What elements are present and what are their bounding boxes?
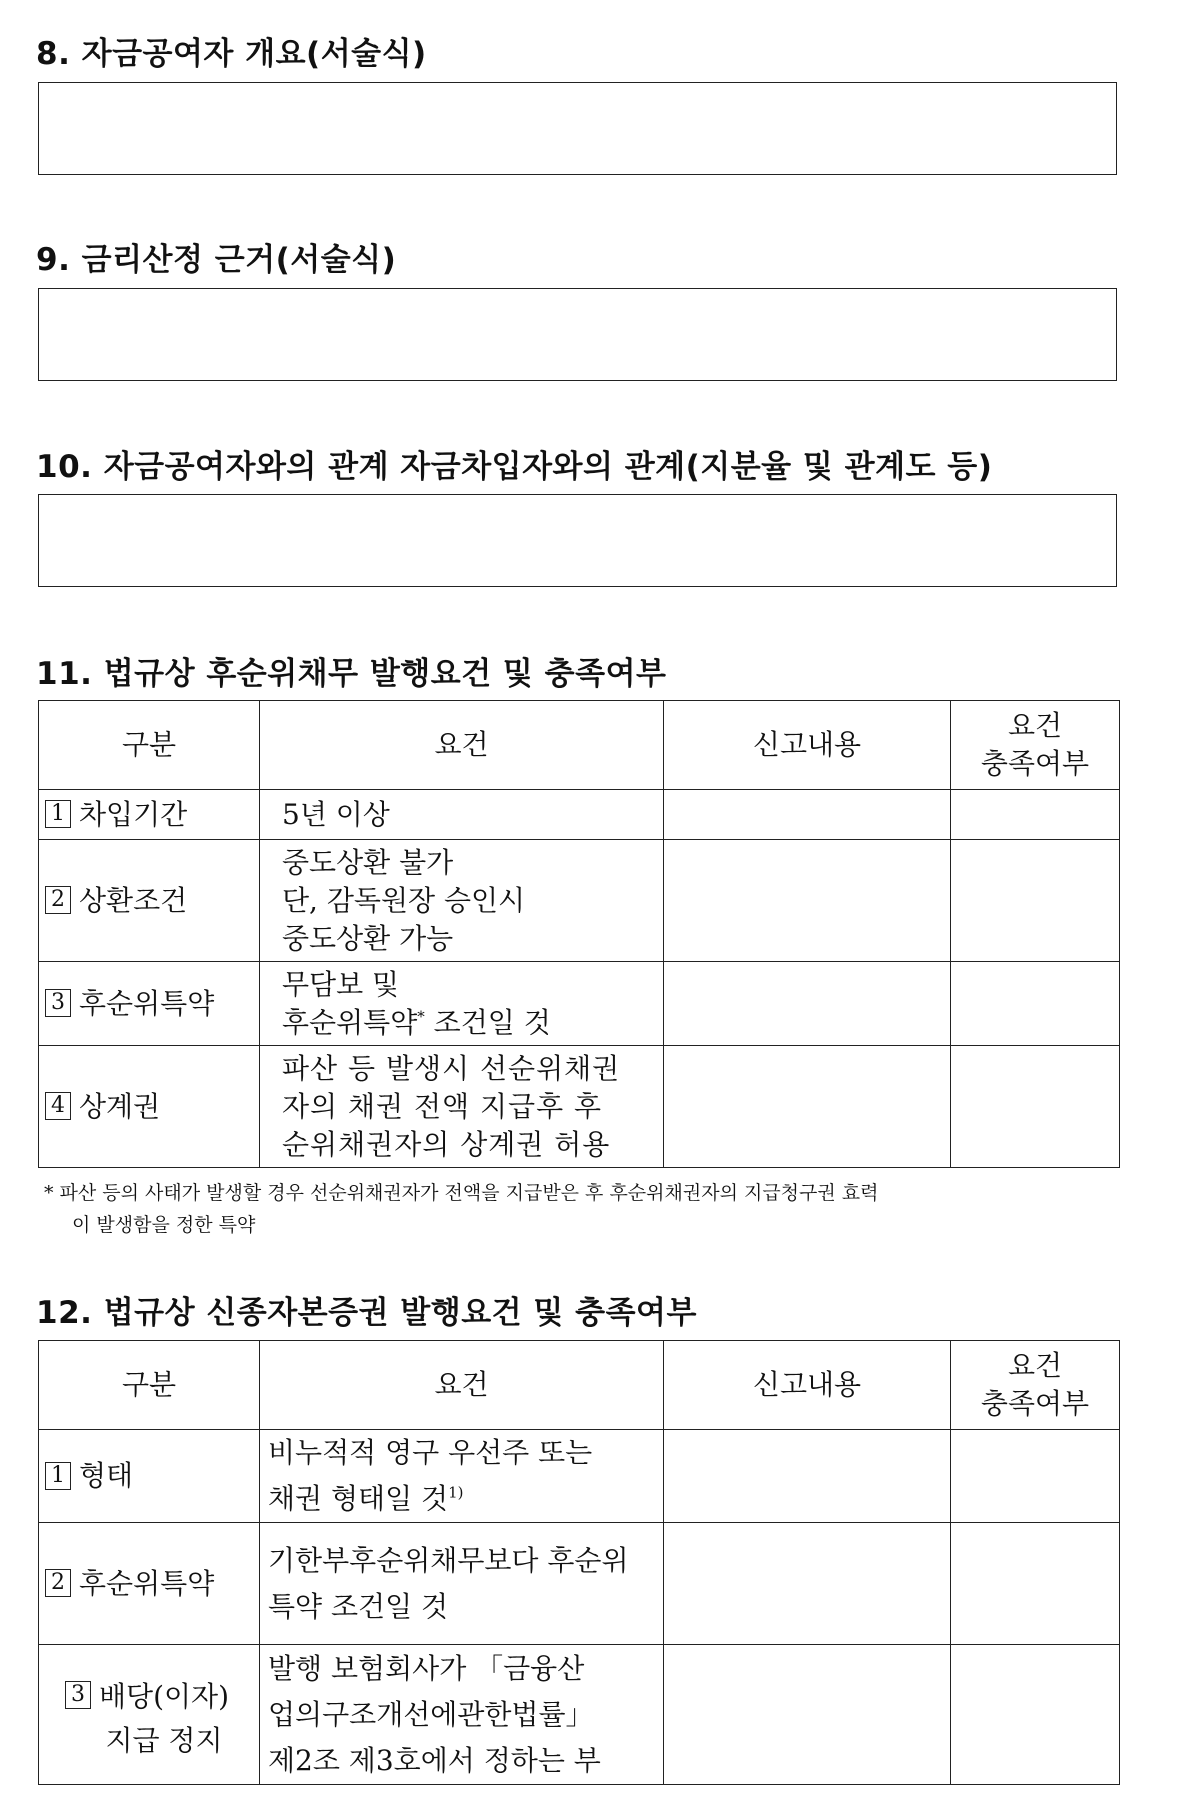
row-requirement: 발행 보험회사가 「금융산 업의구조개선에관한법률」 제2조 제3호에서 정하는 부 [260,1645,664,1785]
row-met-input[interactable] [951,1523,1120,1645]
header-category: 구분 [39,1341,260,1430]
row-label: 후순위특약 [79,1566,215,1600]
footnote-mark: * [417,1007,425,1026]
table-row [39,1046,1120,1168]
section-10-answer-box[interactable] [38,494,1117,587]
section-8-title: 8. 자금공여자 개요(서술식) [36,36,427,72]
row-report-input[interactable] [664,840,951,962]
row-report-input[interactable] [664,1645,951,1785]
header-met: 요건 충족여부 [951,701,1120,790]
header-category: 구분 [39,701,260,790]
footnote-line-1: * 파산 등의 사태가 발생할 경우 선순위채권자가 전액을 지급받은 후 후순위채권자의 지급청구권 효력 [44,1182,879,1204]
row-met-input[interactable] [951,1645,1120,1785]
table-header-row [39,701,1120,790]
row-label: 상계권 [79,1089,161,1123]
row-requirement [260,962,664,1046]
row-report-input[interactable] [664,1430,951,1523]
table-row [39,790,1120,840]
row-report-input[interactable] [664,790,951,840]
header-report: 신고내용 [664,1341,951,1430]
row-report-input[interactable] [664,1046,951,1168]
section-11-title: 11. 법규상 후순위채무 발행요건 및 충족여부 [36,656,667,692]
requirement-text: 비누적적 영구 우선주 또는 채권 형태일 것 [268,1436,593,1515]
section-12-title: 12. 법규상 신종자본증권 발행요건 및 충족여부 [36,1295,697,1331]
row-category [39,840,260,962]
section-10-title: 10. 자금공여자와의 관계 자금차입자와의 관계(지분율 및 관계도 등) [36,449,993,485]
row-number: 1 [45,1462,71,1490]
row-label: 상환조건 [79,883,188,917]
row-requirement [260,1430,664,1523]
row-requirement: 5년 이상 [260,790,664,840]
row-met-input[interactable] [951,1046,1120,1168]
row-requirement: 파산 등 발생시 선순위채권 자의 채권 전액 지급후 후 순위채권자의 상계권 허용 [260,1046,664,1168]
row-label: 배당(이자) 지급 정지 [98,1679,230,1757]
table-row [39,840,1120,962]
row-category [39,1046,260,1168]
header-requirement: 요건 [260,1341,664,1430]
row-report-input[interactable] [664,962,951,1046]
row-number: 2 [45,1569,71,1597]
row-requirement: 기한부후순위채무보다 후순위 특약 조건일 것 [260,1523,664,1645]
requirement-text: 무담보 및 후순위특약 [282,967,418,1039]
section-9-title: 9. 금리산정 근거(서술식) [36,242,397,278]
row-number: 2 [45,886,71,914]
footnote-line-2: 이 발생함을 정한 특약 [72,1214,256,1236]
table-header-row [39,1341,1120,1430]
table-row [39,1645,1120,1785]
row-met-input[interactable] [951,1430,1120,1523]
header-met: 요건 충족여부 [951,1341,1120,1430]
row-category [39,1430,260,1523]
table-row [39,1523,1120,1645]
row-requirement: 중도상환 불가 단, 감독원장 승인시 중도상환 가능 [260,840,664,962]
row-label: 차입기간 [79,797,188,831]
row-number: 4 [45,1092,71,1120]
row-category [39,962,260,1046]
table-row [39,962,1120,1046]
header-requirement: 요건 [260,701,664,790]
row-category [39,790,260,840]
table-row [39,1430,1120,1523]
row-report-input[interactable] [664,1523,951,1645]
subordinated-debt-requirements-table [38,700,1120,1168]
row-number: 3 [65,1681,91,1709]
section-8-answer-box[interactable] [38,82,1117,175]
footnote-mark: 1) [448,1483,464,1502]
row-met-input[interactable] [951,790,1120,840]
row-number: 3 [45,989,71,1017]
section-9-answer-box[interactable] [38,288,1117,381]
row-met-input[interactable] [951,840,1120,962]
header-report: 신고내용 [664,701,951,790]
requirement-suffix: 조건일 것 [424,1005,551,1039]
row-met-input[interactable] [951,962,1120,1046]
row-label: 형태 [79,1459,134,1492]
hybrid-capital-requirements-table [38,1340,1120,1785]
row-category [39,1523,260,1645]
row-label: 후순위특약 [79,986,215,1020]
row-category [39,1645,260,1785]
row-number: 1 [45,800,71,828]
